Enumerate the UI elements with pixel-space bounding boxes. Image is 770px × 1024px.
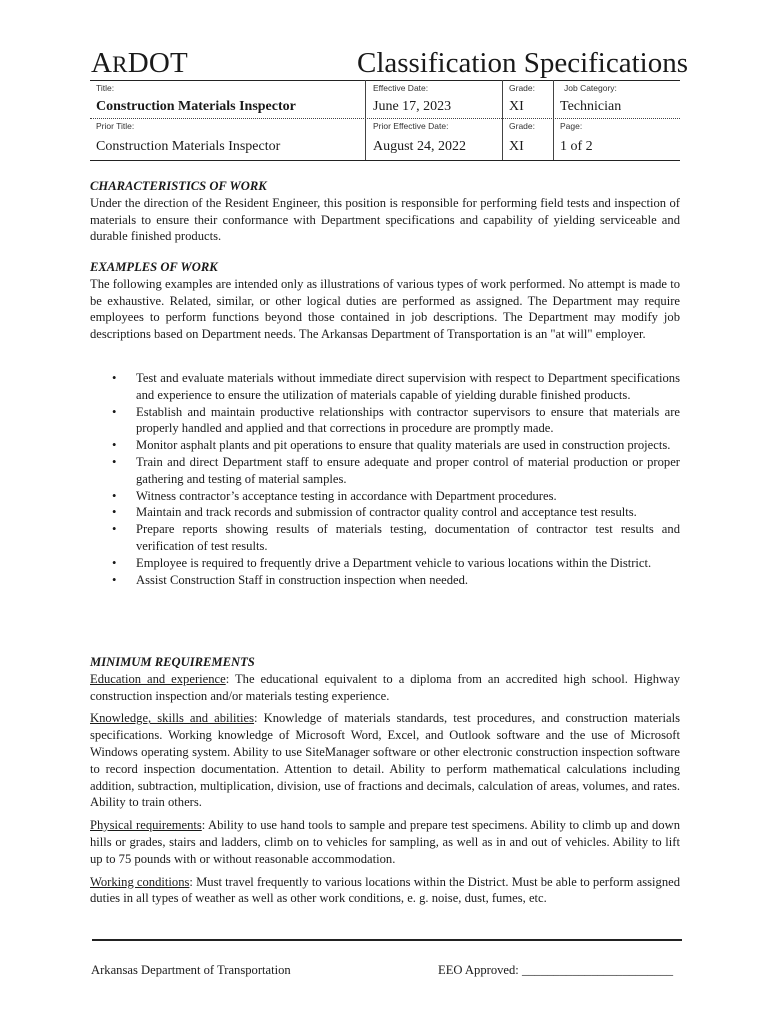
document-title: Classification Specifications — [357, 47, 689, 79]
footer-rule — [92, 939, 682, 941]
bullet-icon: • — [112, 438, 117, 453]
bullet-icon: • — [112, 522, 117, 537]
characteristics-body: Under the direction of the Resident Engineer, this position is responsible for performing field tests and inspection of materials to ensure their conformance with Department specifications and capability of yielding serviceable and durable finished products. — [90, 195, 680, 244]
bullet-icon: • — [112, 505, 117, 520]
bullet-icon: • — [112, 371, 117, 385]
page-label: Page: — [560, 121, 583, 131]
title-label: Title: — [96, 83, 115, 93]
list-item: • Witness contractor’s acceptance testing in accordance with Department procedures. — [112, 488, 557, 503]
header-top-rule — [90, 80, 680, 81]
examples-body: The following examples are intended only as illustrations of various types of work performed. No attempt is made to be exhaustive. Related, similar, or other logical duties are performed as assigned. The Department may require employees to perform functions beyond those contained in job descriptions. The Department may modify job descriptions based on Department needs. The Arkansas Department of Transportation is an "at will" employer. — [90, 276, 680, 342]
list-item: • Test and evaluate materials without immediate direct supervision with respect to Department specifications and experience to ensure the utilization of materials capable of yielding durable finished products. — [112, 371, 680, 402]
prior-grade-value: XI — [509, 139, 524, 154]
characteristics-heading: CHARACTERISTICS OF WORK — [90, 179, 267, 193]
education-paragraph: Education and experience: The educational equivalent to a diploma from an accredited high school. Highway construction inspection and/or materials testing experience. — [90, 671, 680, 703]
ksa-paragraph: Knowledge, skills and abilities: Knowledge of materials standards, test procedures, and construction materials specifications. Working knowledge of Microsoft Word, Excel, and Outlook software and the use of Microsoft Windows operating system. Ability to use SiteManager software or other electronic construction inspection software to record inspection documentation. Attention to detail. Ability to perform mathematical calculations including addition, subtraction, multiplication, division, use of fractions and decimals, calculation of areas, volumes, and rates. Ability to train others. — [90, 711, 680, 810]
prior-grade-label: Grade: — [509, 121, 535, 131]
working-label: Working conditions — [90, 874, 190, 889]
education-label: Education and experience — [90, 671, 226, 686]
requirements-section — [90, 654, 680, 907]
characteristics-section — [90, 178, 680, 245]
bullet-icon: • — [112, 488, 117, 503]
title-value: Construction Materials Inspector — [96, 99, 296, 114]
job-category-label: Job Category: — [564, 83, 617, 93]
column-divider — [365, 80, 366, 160]
brand-logo-text: ARDOT — [91, 47, 188, 79]
prior-effective-date-value: August 24, 2022 — [373, 139, 466, 154]
prior-title-value: Construction Materials Inspector — [96, 139, 281, 154]
list-item: • Monitor asphalt plants and pit operations to ensure that quality materials are used in construction projects. — [112, 438, 671, 453]
examples-section — [90, 259, 680, 343]
list-item: • Prepare reports showing results of materials testing, documentation of contractor test results and verification of test results. — [112, 522, 680, 553]
bullet-icon: • — [112, 555, 117, 570]
physical-label: Physical requirements — [90, 818, 202, 833]
list-item: • Train and direct Department staff to ensure adequate and proper control of material production or proper gathering and testing of material samples. — [112, 454, 680, 486]
list-item: • Employee is required to frequently drive a Department vehicle to various locations within the District. — [112, 555, 652, 570]
header-bottom-rule — [90, 160, 680, 161]
row-divider — [90, 118, 680, 119]
examples-heading: EXAMPLES OF WORK — [90, 260, 218, 274]
ksa-label: Knowledge, skills and abilities — [90, 711, 255, 726]
examples-bullet-list — [90, 370, 680, 588]
column-divider — [553, 80, 554, 160]
effective-date-label: Effective Date: — [373, 83, 429, 93]
prior-title-label: Prior Title: — [96, 121, 135, 131]
grade-value: XI — [509, 99, 524, 114]
list-item: • Maintain and track records and submission of contractor quality control and acceptance test results. — [112, 505, 637, 520]
effective-date-value: June 17, 2023 — [373, 99, 452, 114]
grade-label: Grade: — [509, 83, 535, 93]
bullet-icon: • — [112, 572, 117, 587]
list-item: • Establish and maintain productive relationships with contractor supervisors to ensure that materials are properly handled and applied and that corrections in procedure are promptly made. — [112, 404, 680, 436]
prior-effective-date-label: Prior Effective Date: — [373, 121, 449, 131]
bullet-icon: • — [112, 404, 117, 419]
physical-paragraph: Physical requirements: Ability to use hand tools to sample and prepare test specimens. Ability to climb up and down hills or grades, stairs and ladders, climb on to vehicles for sampling, as well as in and out of vehicles. Ability to lift up to 75 pounds with or without reasonable accommodation. — [90, 818, 680, 866]
column-divider — [502, 80, 503, 160]
requirements-heading: MINIMUM REQUIREMENTS — [90, 655, 255, 669]
list-item: • Assist Construction Staff in construction inspection when needed. — [112, 572, 469, 587]
bullet-icon: • — [112, 454, 117, 469]
working-paragraph: Working conditions: Must travel frequently to various locations within the District. Must be able to perform assigned duties in all types of weather as well as other work conditions, e. g. noise, dust, fumes, etc. — [90, 874, 680, 906]
job-category-value: Technician — [560, 99, 622, 114]
footer-organization: Arkansas Department of Transportation — [91, 963, 291, 977]
footer-eeo-approved: EEO Approved: ________________________ — [438, 963, 674, 977]
page-value: 1 of 2 — [560, 139, 593, 154]
